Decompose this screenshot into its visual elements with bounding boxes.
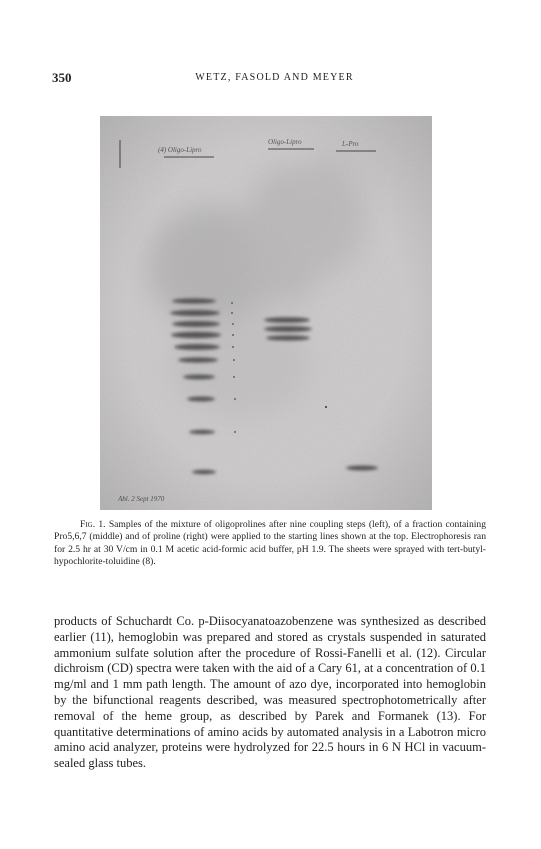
page-header bbox=[52, 70, 497, 86]
body-paragraph-text: products of Schuchardt Co. p-Diisocyanatoazobenzene was synthesized as described earlier (11), hemoglobin was prepared and stored as crystals suspended in saturated ammonium sulfate solution after the procedure of Rossi-Fanelli et al. (12). Circular dichroism (CD) spectra were taken with the aid of a Cary 61, at a concentration of 0.1 mg/ml and 1 mm path length. The amount of azo dye, incorporated into hemoglobin by the bifunctional reagents described, was measured spectrophotometrically after removal of the heme group, as described by Parek and Formanek (13). For quantitative determinations of amino acids by automated analysis in a Labotron micro amino acid analyzer, proteins were hydrolyzed for 22.5 hours in 6 N HCl in vacuum-sealed glass tubes. bbox=[54, 614, 486, 771]
page-number: 350 bbox=[52, 70, 72, 85]
electrophoresis-sheet-image bbox=[100, 116, 432, 510]
electrophoresis-photo bbox=[100, 116, 432, 510]
body-paragraph bbox=[54, 614, 486, 772]
running-head: WETZ, FASOLD AND MEYER bbox=[195, 72, 354, 83]
caption-text: Samples of the mixture of oligoprolines after nine coupling steps (left), of a fraction containing Pro5,6,7 (middle) and of proline (right) were applied to the starting lines shown at the top. Electrophoresis ran for 2.5 hr at 30 V/cm in 0.1 M acetic acid-formic acid buffer, pH 1.9. The sheets were sprayed with tert-butyl-hypochlorite-toluidine (8). bbox=[54, 519, 486, 567]
figure-caption bbox=[54, 519, 486, 568]
caption-label: Fig. 1. bbox=[80, 519, 106, 530]
